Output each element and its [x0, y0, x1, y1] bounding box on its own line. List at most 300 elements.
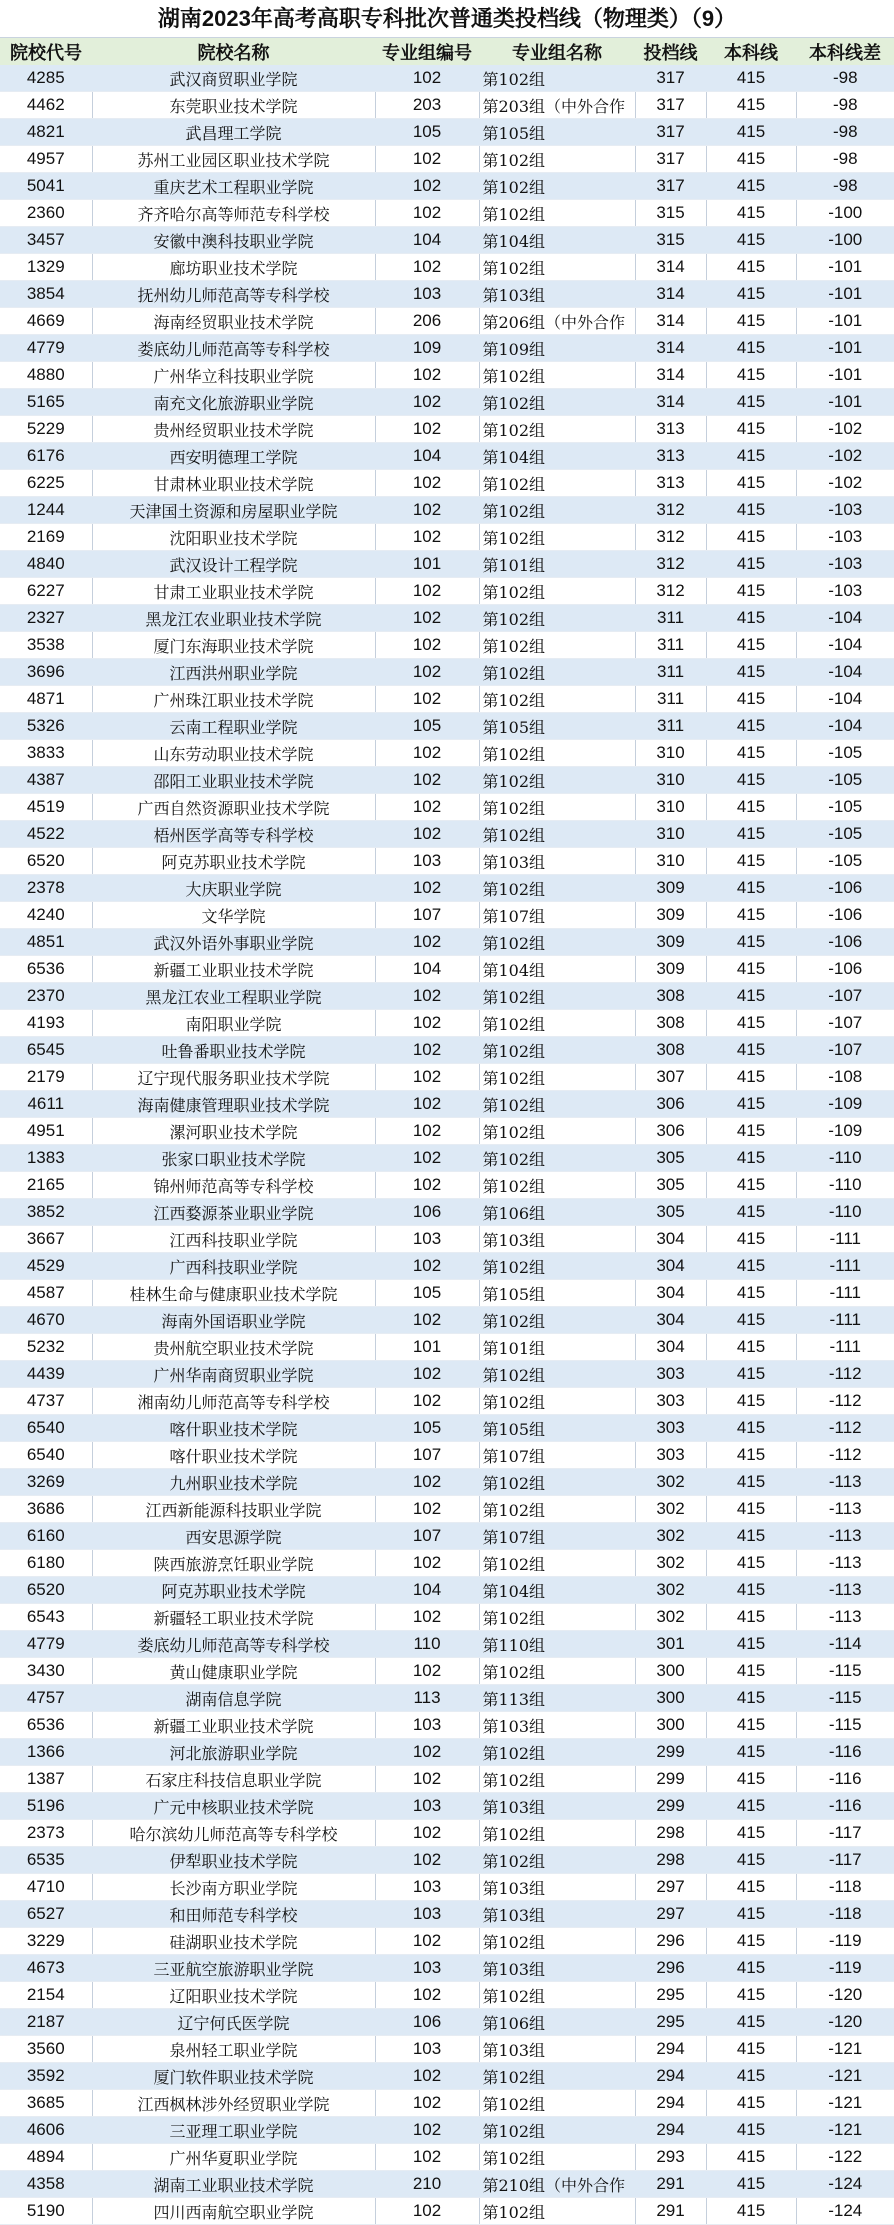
cell-admission-score: 308	[635, 1037, 706, 1064]
table-row	[0, 1361, 894, 1388]
cell-group-number: 102	[375, 1469, 479, 1496]
cell-group-name: 第102组	[479, 740, 635, 767]
cell-admission-score: 304	[635, 1307, 706, 1334]
cell-school-name: 泉州轻工职业学院	[92, 2036, 375, 2063]
cell-line-difference: -112	[796, 1442, 894, 1469]
table-row	[0, 713, 894, 740]
table-row	[0, 551, 894, 578]
cell-group-name: 第102组	[479, 929, 635, 956]
cell-group-name: 第102组	[479, 875, 635, 902]
cell-admission-score: 296	[635, 1928, 706, 1955]
cell-line-difference: -98	[796, 65, 894, 92]
cell-school-name: 娄底幼儿师范高等专科学校	[92, 1631, 375, 1658]
cell-undergrad-line: 415	[706, 1631, 796, 1658]
page-title: 湖南2023年高考高职专科批次普通类投档线（物理类）（9）	[0, 0, 894, 38]
cell-line-difference: -101	[796, 335, 894, 362]
cell-school-code: 3833	[0, 740, 92, 767]
cell-group-number: 102	[375, 1982, 479, 2009]
cell-school-name: 江西枫林涉外经贸职业学院	[92, 2090, 375, 2117]
cell-line-difference: -121	[796, 2117, 894, 2144]
cell-undergrad-line: 415	[706, 1658, 796, 1685]
cell-school-code: 4240	[0, 902, 92, 929]
cell-school-code: 4894	[0, 2144, 92, 2171]
cell-school-name: 江西新能源科技职业学院	[92, 1496, 375, 1523]
cell-line-difference: -110	[796, 1199, 894, 1226]
cell-admission-score: 314	[635, 281, 706, 308]
cell-admission-score: 314	[635, 335, 706, 362]
cell-school-name: 沈阳职业技术学院	[92, 524, 375, 551]
cell-school-code: 6536	[0, 1712, 92, 1739]
cell-undergrad-line: 415	[706, 605, 796, 632]
cell-line-difference: -101	[796, 308, 894, 335]
cell-school-code: 6540	[0, 1442, 92, 1469]
cell-school-code: 4669	[0, 308, 92, 335]
cell-group-name: 第107组	[479, 1442, 635, 1469]
cell-school-name: 西安思源学院	[92, 1523, 375, 1550]
cell-group-name: 第102组	[479, 2144, 635, 2171]
cell-line-difference: -116	[796, 1793, 894, 1820]
cell-group-number: 102	[375, 578, 479, 605]
cell-group-number: 102	[375, 146, 479, 173]
cell-group-name: 第105组	[479, 713, 635, 740]
cell-line-difference: -115	[796, 1712, 894, 1739]
cell-group-name: 第102组	[479, 173, 635, 200]
cell-admission-score: 302	[635, 1469, 706, 1496]
cell-undergrad-line: 415	[706, 767, 796, 794]
cell-undergrad-line: 415	[706, 632, 796, 659]
cell-group-number: 104	[375, 227, 479, 254]
cell-admission-score: 294	[635, 2063, 706, 2090]
cell-admission-score: 304	[635, 1226, 706, 1253]
cell-admission-score: 308	[635, 983, 706, 1010]
cell-group-number: 103	[375, 848, 479, 875]
table-row	[0, 794, 894, 821]
cell-group-name: 第102组	[479, 200, 635, 227]
cell-group-name: 第102组	[479, 1847, 635, 1874]
cell-school-name: 广州珠江职业技术学院	[92, 686, 375, 713]
cell-group-number: 102	[375, 1496, 479, 1523]
cell-school-name: 三亚理工职业学院	[92, 2117, 375, 2144]
table-row	[0, 1199, 894, 1226]
table-row	[0, 1766, 894, 1793]
cell-group-number: 110	[375, 1631, 479, 1658]
cell-group-number: 106	[375, 1199, 479, 1226]
cell-school-code: 3560	[0, 2036, 92, 2063]
cell-group-name: 第102组	[479, 1145, 635, 1172]
cell-group-name: 第105组	[479, 1415, 635, 1442]
table-row	[0, 1982, 894, 2009]
cell-group-name: 第102组	[479, 1361, 635, 1388]
cell-school-name: 辽宁何氏医学院	[92, 2009, 375, 2036]
cell-group-name: 第102组	[479, 470, 635, 497]
cell-line-difference: -102	[796, 470, 894, 497]
cell-group-number: 102	[375, 2144, 479, 2171]
cell-group-number: 102	[375, 929, 479, 956]
cell-line-difference: -113	[796, 1604, 894, 1631]
cell-undergrad-line: 415	[706, 659, 796, 686]
cell-group-number: 107	[375, 1442, 479, 1469]
cell-admission-score: 302	[635, 1496, 706, 1523]
cell-school-name: 九州职业技术学院	[92, 1469, 375, 1496]
cell-school-code: 4710	[0, 1874, 92, 1901]
table-row	[0, 1253, 894, 1280]
cell-school-name: 喀什职业技术学院	[92, 1442, 375, 1469]
cell-group-number: 109	[375, 335, 479, 362]
cell-group-number: 107	[375, 902, 479, 929]
table-row	[0, 875, 894, 902]
cell-group-number: 102	[375, 1253, 479, 1280]
table-row	[0, 605, 894, 632]
cell-group-name: 第102组	[479, 605, 635, 632]
cell-school-code: 1383	[0, 1145, 92, 1172]
cell-undergrad-line: 415	[706, 1253, 796, 1280]
cell-admission-score: 300	[635, 1685, 706, 1712]
cell-school-name: 武汉设计工程学院	[92, 551, 375, 578]
cell-admission-score: 301	[635, 1631, 706, 1658]
table-row	[0, 1955, 894, 1982]
cell-school-code: 6520	[0, 848, 92, 875]
cell-school-code: 2179	[0, 1064, 92, 1091]
cell-school-name: 海南经贸职业技术学院	[92, 308, 375, 335]
cell-group-number: 102	[375, 1766, 479, 1793]
cell-school-code: 4522	[0, 821, 92, 848]
cell-school-code: 2327	[0, 605, 92, 632]
cell-line-difference: -112	[796, 1361, 894, 1388]
table-row	[0, 389, 894, 416]
table-row	[0, 497, 894, 524]
cell-group-name: 第104组	[479, 227, 635, 254]
cell-group-number: 102	[375, 2090, 479, 2117]
cell-group-number: 105	[375, 713, 479, 740]
cell-group-number: 102	[375, 1388, 479, 1415]
cell-school-name: 云南工程职业学院	[92, 713, 375, 740]
cell-admission-score: 312	[635, 524, 706, 551]
cell-school-code: 4737	[0, 1388, 92, 1415]
cell-line-difference: -120	[796, 1982, 894, 2009]
cell-line-difference: -101	[796, 281, 894, 308]
cell-admission-score: 308	[635, 1010, 706, 1037]
cell-school-name: 湖南工业职业技术学院	[92, 2171, 375, 2198]
cell-line-difference: -108	[796, 1064, 894, 1091]
table-row	[0, 119, 894, 146]
cell-group-number: 103	[375, 1955, 479, 1982]
cell-group-number: 107	[375, 1523, 479, 1550]
cell-school-name: 齐齐哈尔高等师范专科学校	[92, 200, 375, 227]
cell-undergrad-line: 415	[706, 2171, 796, 2198]
cell-group-number: 102	[375, 740, 479, 767]
cell-group-name: 第103组	[479, 1955, 635, 1982]
cell-undergrad-line: 415	[706, 200, 796, 227]
cell-group-name: 第102组	[479, 686, 635, 713]
cell-line-difference: -115	[796, 1685, 894, 1712]
cell-admission-score: 315	[635, 227, 706, 254]
cell-school-code: 4880	[0, 362, 92, 389]
table-row	[0, 1172, 894, 1199]
cell-undergrad-line: 415	[706, 1982, 796, 2009]
cell-group-number: 102	[375, 2198, 479, 2225]
cell-undergrad-line: 415	[706, 983, 796, 1010]
table-row	[0, 1307, 894, 1334]
cell-line-difference: -113	[796, 1469, 894, 1496]
table-row	[0, 2117, 894, 2144]
cell-group-name: 第104组	[479, 956, 635, 983]
table-row	[0, 1037, 894, 1064]
cell-school-name: 喀什职业技术学院	[92, 1415, 375, 1442]
cell-school-name: 山东劳动职业技术学院	[92, 740, 375, 767]
cell-group-name: 第102组	[479, 416, 635, 443]
cell-undergrad-line: 415	[706, 281, 796, 308]
cell-group-name: 第102组	[479, 146, 635, 173]
cell-line-difference: -117	[796, 1847, 894, 1874]
cell-group-number: 102	[375, 416, 479, 443]
cell-group-name: 第102组	[479, 1469, 635, 1496]
cell-school-code: 6527	[0, 1901, 92, 1928]
cell-group-name: 第102组	[479, 2198, 635, 2225]
cell-school-code: 3852	[0, 1199, 92, 1226]
cell-group-name: 第102组	[479, 1172, 635, 1199]
table-row	[0, 848, 894, 875]
cell-line-difference: -120	[796, 2009, 894, 2036]
cell-group-name: 第102组	[479, 1253, 635, 1280]
cell-school-code: 3269	[0, 1469, 92, 1496]
cell-undergrad-line: 415	[706, 146, 796, 173]
cell-group-number: 106	[375, 2009, 479, 2036]
cell-undergrad-line: 415	[706, 1037, 796, 1064]
table-row	[0, 1010, 894, 1037]
cell-admission-score: 291	[635, 2171, 706, 2198]
cell-admission-score: 293	[635, 2144, 706, 2171]
cell-admission-score: 315	[635, 200, 706, 227]
cell-group-name: 第102组	[479, 362, 635, 389]
table-row	[0, 1280, 894, 1307]
cell-school-name: 江西洪州职业学院	[92, 659, 375, 686]
cell-undergrad-line: 415	[706, 389, 796, 416]
cell-group-number: 102	[375, 1091, 479, 1118]
cell-group-name: 第107组	[479, 902, 635, 929]
cell-group-number: 105	[375, 119, 479, 146]
cell-line-difference: -104	[796, 659, 894, 686]
cell-line-difference: -107	[796, 1037, 894, 1064]
cell-school-name: 新疆工业职业技术学院	[92, 1712, 375, 1739]
cell-group-number: 102	[375, 1847, 479, 1874]
cell-school-code: 6176	[0, 443, 92, 470]
cell-school-name: 南充文化旅游职业学院	[92, 389, 375, 416]
cell-admission-score: 314	[635, 254, 706, 281]
cell-group-number: 102	[375, 1010, 479, 1037]
cell-undergrad-line: 415	[706, 227, 796, 254]
cell-undergrad-line: 415	[706, 821, 796, 848]
cell-line-difference: -111	[796, 1280, 894, 1307]
cell-admission-score: 309	[635, 956, 706, 983]
table-row	[0, 686, 894, 713]
cell-group-number: 103	[375, 1874, 479, 1901]
cell-admission-score: 298	[635, 1847, 706, 1874]
cell-undergrad-line: 415	[706, 524, 796, 551]
cell-line-difference: -118	[796, 1901, 894, 1928]
cell-admission-score: 313	[635, 443, 706, 470]
cell-group-number: 105	[375, 1280, 479, 1307]
cell-school-name: 湖南信息学院	[92, 1685, 375, 1712]
cell-line-difference: -110	[796, 1145, 894, 1172]
cell-line-difference: -107	[796, 983, 894, 1010]
cell-group-name: 第102组	[479, 767, 635, 794]
cell-school-code: 3667	[0, 1226, 92, 1253]
cell-group-name: 第110组	[479, 1631, 635, 1658]
cell-group-name: 第102组	[479, 1388, 635, 1415]
cell-school-name: 哈尔滨幼儿师范高等专科学校	[92, 1820, 375, 1847]
cell-group-number: 103	[375, 1901, 479, 1928]
cell-group-number: 102	[375, 2117, 479, 2144]
cell-school-code: 4670	[0, 1307, 92, 1334]
table-row	[0, 1415, 894, 1442]
cell-school-name: 天津国土资源和房屋职业学院	[92, 497, 375, 524]
cell-undergrad-line: 415	[706, 119, 796, 146]
cell-undergrad-line: 415	[706, 1469, 796, 1496]
table-row	[0, 2171, 894, 2198]
cell-group-number: 103	[375, 1793, 479, 1820]
table-row	[0, 1604, 894, 1631]
cell-school-name: 江西婺源茶业职业学院	[92, 1199, 375, 1226]
cell-school-name: 广元中核职业技术学院	[92, 1793, 375, 1820]
table-row	[0, 1091, 894, 1118]
cell-admission-score: 314	[635, 308, 706, 335]
cell-line-difference: -104	[796, 713, 894, 740]
cell-line-difference: -124	[796, 2171, 894, 2198]
cell-school-code: 4606	[0, 2117, 92, 2144]
cell-school-name: 邵阳工业职业技术学院	[92, 767, 375, 794]
cell-group-name: 第103组	[479, 1901, 635, 1928]
cell-line-difference: -124	[796, 2198, 894, 2225]
cell-school-name: 阿克苏职业技术学院	[92, 848, 375, 875]
cell-school-name: 和田师范专科学校	[92, 1901, 375, 1928]
cell-undergrad-line: 415	[706, 2063, 796, 2090]
cell-group-name: 第102组	[479, 1739, 635, 1766]
cell-school-name: 辽阳职业技术学院	[92, 1982, 375, 2009]
cell-group-number: 102	[375, 524, 479, 551]
cell-group-number: 102	[375, 1118, 479, 1145]
cell-group-name: 第102组	[479, 1307, 635, 1334]
cell-school-name: 广州华南商贸职业学院	[92, 1361, 375, 1388]
cell-undergrad-line: 415	[706, 173, 796, 200]
cell-admission-score: 302	[635, 1523, 706, 1550]
table-body	[0, 65, 894, 2225]
cell-school-name: 漯河职业技术学院	[92, 1118, 375, 1145]
cell-school-name: 锦州师范高等专科学校	[92, 1172, 375, 1199]
cell-line-difference: -98	[796, 92, 894, 119]
cell-line-difference: -106	[796, 875, 894, 902]
cell-school-code: 6160	[0, 1523, 92, 1550]
cell-undergrad-line: 415	[706, 1064, 796, 1091]
cell-undergrad-line: 415	[706, 1388, 796, 1415]
header-school-code: 院校代号	[0, 38, 92, 65]
cell-admission-score: 303	[635, 1361, 706, 1388]
cell-undergrad-line: 415	[706, 1334, 796, 1361]
cell-group-name: 第102组	[479, 1037, 635, 1064]
table-row	[0, 1442, 894, 1469]
cell-school-code: 1366	[0, 1739, 92, 1766]
cell-school-code: 6545	[0, 1037, 92, 1064]
cell-line-difference: -104	[796, 605, 894, 632]
cell-school-name: 张家口职业技术学院	[92, 1145, 375, 1172]
cell-admission-score: 303	[635, 1388, 706, 1415]
cell-school-code: 4951	[0, 1118, 92, 1145]
cell-line-difference: -110	[796, 1172, 894, 1199]
cell-school-code: 1329	[0, 254, 92, 281]
cell-school-name: 河北旅游职业学院	[92, 1739, 375, 1766]
cell-school-code: 4587	[0, 1280, 92, 1307]
cell-group-number: 102	[375, 1361, 479, 1388]
cell-admission-score: 317	[635, 65, 706, 92]
cell-school-code: 1244	[0, 497, 92, 524]
cell-school-name: 硅湖职业技术学院	[92, 1928, 375, 1955]
cell-school-code: 4285	[0, 65, 92, 92]
cell-line-difference: -106	[796, 902, 894, 929]
cell-school-name: 梧州医学高等专科学校	[92, 821, 375, 848]
cell-group-number: 102	[375, 2063, 479, 2090]
cell-group-number: 102	[375, 875, 479, 902]
cell-line-difference: -100	[796, 200, 894, 227]
cell-group-number: 102	[375, 254, 479, 281]
table-row	[0, 578, 894, 605]
cell-group-name: 第103组	[479, 1712, 635, 1739]
cell-group-number: 103	[375, 1226, 479, 1253]
cell-admission-score: 304	[635, 1334, 706, 1361]
cell-undergrad-line: 415	[706, 92, 796, 119]
cell-group-number: 104	[375, 1577, 479, 1604]
cell-group-number: 102	[375, 1739, 479, 1766]
cell-admission-score: 298	[635, 1820, 706, 1847]
cell-group-name: 第102组	[479, 1091, 635, 1118]
table-row	[0, 1577, 894, 1604]
cell-group-number: 102	[375, 1037, 479, 1064]
cell-school-code: 5326	[0, 713, 92, 740]
cell-undergrad-line: 415	[706, 1847, 796, 1874]
cell-school-code: 4757	[0, 1685, 92, 1712]
cell-undergrad-line: 415	[706, 1145, 796, 1172]
cell-school-code: 2370	[0, 983, 92, 1010]
cell-admission-score: 306	[635, 1091, 706, 1118]
cell-group-number: 102	[375, 1928, 479, 1955]
cell-line-difference: -98	[796, 119, 894, 146]
cell-line-difference: -104	[796, 686, 894, 713]
cell-group-number: 102	[375, 389, 479, 416]
cell-school-name: 湘南幼儿师范高等专科学校	[92, 1388, 375, 1415]
cell-group-name: 第102组	[479, 2117, 635, 2144]
cell-line-difference: -111	[796, 1334, 894, 1361]
cell-line-difference: -113	[796, 1523, 894, 1550]
cell-group-number: 105	[375, 1415, 479, 1442]
cell-admission-score: 311	[635, 686, 706, 713]
cell-group-number: 102	[375, 632, 479, 659]
cell-group-name: 第203组（中外合作	[479, 92, 635, 119]
cell-group-name: 第102组	[479, 524, 635, 551]
cell-line-difference: -114	[796, 1631, 894, 1658]
cell-undergrad-line: 415	[706, 308, 796, 335]
cell-school-name: 南阳职业学院	[92, 1010, 375, 1037]
table-row	[0, 362, 894, 389]
table-row	[0, 1685, 894, 1712]
cell-school-name: 广州华夏职业学院	[92, 2144, 375, 2171]
cell-admission-score: 310	[635, 848, 706, 875]
cell-school-code: 2373	[0, 1820, 92, 1847]
cell-school-name: 黑龙江农业职业技术学院	[92, 605, 375, 632]
cell-line-difference: -104	[796, 632, 894, 659]
table-row	[0, 335, 894, 362]
cell-group-number: 102	[375, 362, 479, 389]
cell-line-difference: -122	[796, 2144, 894, 2171]
table-row	[0, 200, 894, 227]
cell-group-number: 104	[375, 443, 479, 470]
